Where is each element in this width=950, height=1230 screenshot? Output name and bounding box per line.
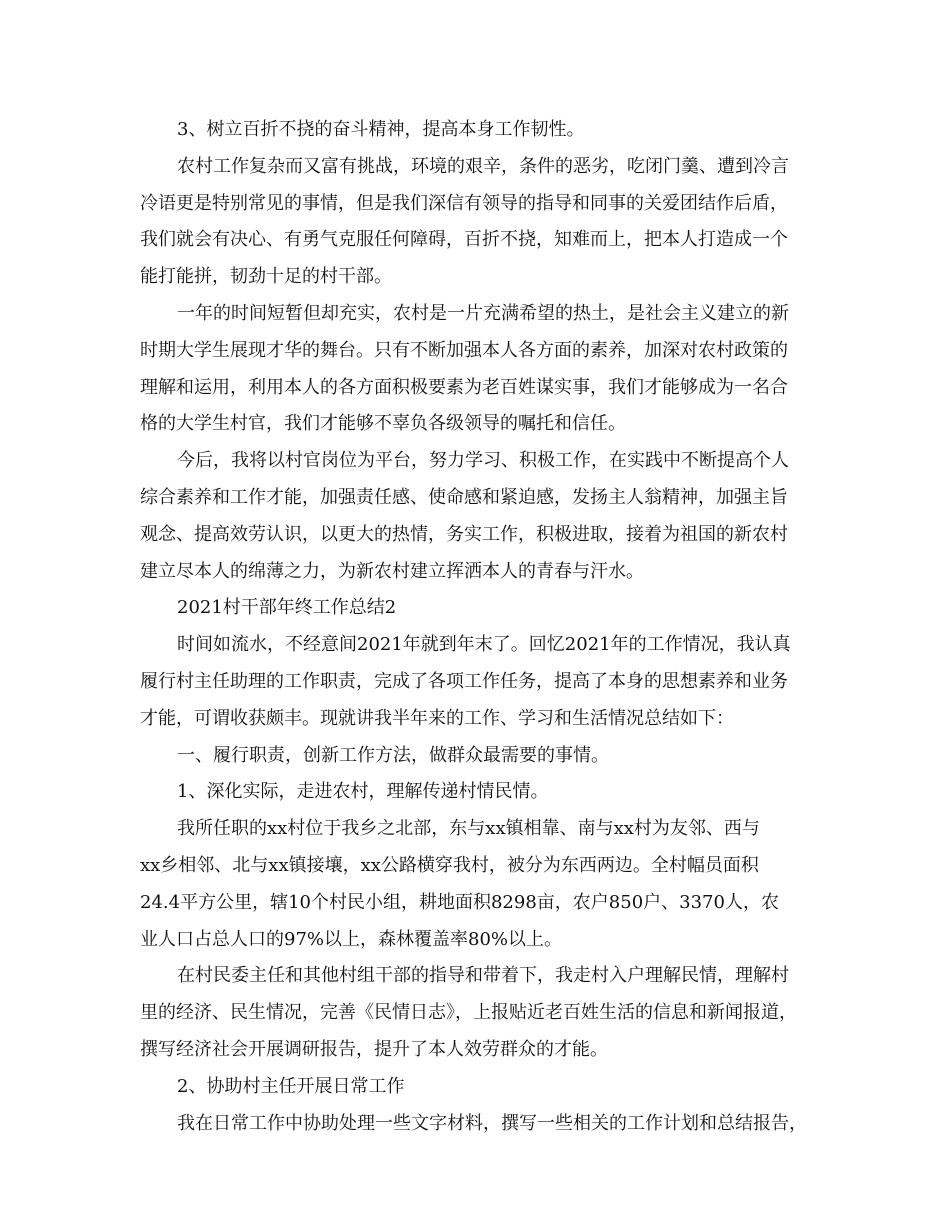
- text-line: 今后，我将以村官岗位为平台，努力学习、积极工作，在实践中不断提高个人: [177, 450, 789, 472]
- text-line: 1、深化实际，走进农村，理解传递村情民情。: [177, 781, 549, 803]
- text-line: 3、树立百折不挠的奋斗精神，提高本身工作韧性。: [177, 119, 585, 140]
- text-line: 2021村干部年终工作总结2: [177, 597, 397, 619]
- text-line: 才能，可谓收获颇丰。现就讲我半年来的工作、学习和生活情况总结如下：: [140, 707, 734, 729]
- text-line: 一、履行职责，创新工作方法，做群众最需要的事情。: [177, 744, 609, 766]
- text-line: 时间如流水，不经意间2021年就到年末了。回忆2021年的工作情况，我认真: [177, 634, 791, 656]
- text-line: 综合素养和工作才能，加强责任感、使命感和紧迫感，发扬主人翁精神，加强主旨: [140, 486, 788, 508]
- text-line: 撰写经济社会开展调研报告，提升了本人效劳群众的才能。: [140, 1038, 608, 1060]
- text-line: 时期大学生展现才华的舞台。只有不断加强本人各方面的素养，加深对农村政策的: [140, 339, 788, 361]
- text-line: 一年的时间短暂但却充实，农村是一片充满希望的热土，是社会主义建立的新: [177, 302, 789, 324]
- text-line: 农村工作复杂而又富有挑战，环境的艰辛，条件的恶劣，吃闭门羹、遭到冷言: [177, 155, 789, 177]
- text-line: 冷语更是特别常见的事情，但是我们深信有领导的指导和同事的关爱团结作后盾，: [140, 192, 788, 214]
- text-line: 里的经济、民生情况，完善《民情日志》，上报贴近老百姓生活的信息和新闻报道，: [140, 1002, 797, 1024]
- text-line: 我所任职的xx村位于我乡之北部，东与xx镇相靠、南与xx村为友邻、西与: [177, 818, 760, 840]
- text-line: 理解和运用，利用本人的各方面积极要素为老百姓谋实事，我们才能够成为一名合: [140, 376, 788, 398]
- text-line: 我在日常工作中协助处理一些文字材料，撰写一些相关的工作计划和总结报告，: [177, 1112, 807, 1134]
- text-line: 2、协助村主任开展日常工作: [177, 1075, 405, 1097]
- document-page: [140, 112, 820, 1142]
- text-line: 24.4平方公里，辖10个村民小组，耕地面积8298亩，农户850户、3370人，农: [140, 891, 779, 913]
- text-line: 观念、提高效劳认识，以更大的热情，务实工作，积极进取，接着为祖国的新农村: [140, 523, 788, 545]
- text-line: 能打能拼，韧劲十足的村干部。: [140, 266, 392, 288]
- text-line: 履行村主任助理的工作职责，完成了各项工作任务，提高了本身的思想素养和业务: [140, 670, 788, 692]
- text-line: xx乡相邻、北与xx镇接壤，xx公路横穿我村，被分为东西两边。全村幅员面积: [140, 854, 759, 876]
- text-line: 在村民委主任和其他村组干部的指导和带着下，我走村入户理解民情，理解村: [177, 965, 789, 987]
- text-line: 我们就会有决心、有勇气克服任何障碍，百折不挠，知难而上，把本人打造成一个: [140, 229, 788, 251]
- text-line: 建立尽本人的绵薄之力，为新农村建立挥洒本人的青春与汗水。: [140, 560, 644, 582]
- text-line: 业人口占总人口的97%以上，森林覆盖率80%以上。: [140, 928, 563, 950]
- text-line: 格的大学生村官，我们才能够不辜负各级领导的嘱托和信任。: [140, 413, 626, 435]
